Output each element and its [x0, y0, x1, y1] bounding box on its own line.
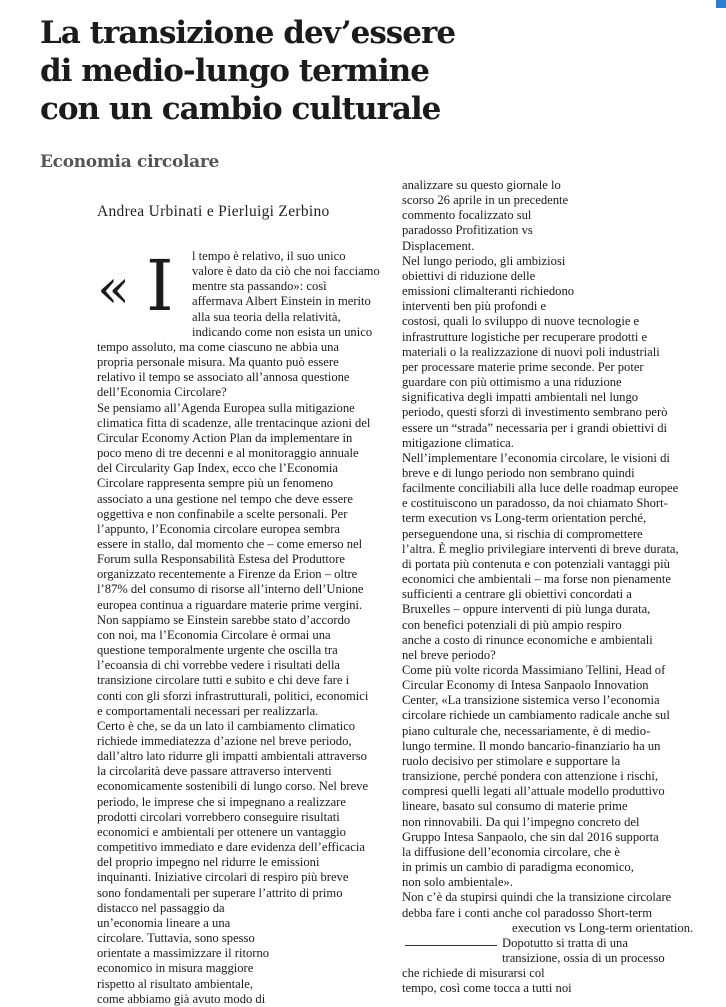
text-line: significativa degli impatti ambientali nel lungo	[402, 390, 639, 405]
text-line: l’ecoansia di chi vorrebbe vedere i risultati della	[97, 658, 341, 673]
headline-line-2: di medio-lungo termine	[40, 53, 429, 89]
text-line: orientate a massimizzare il ritorno	[97, 946, 270, 961]
text-line: dell’Economia Circolare?	[97, 385, 227, 400]
text-line: inquinanti. Iniziative circolari di respiro più breve	[97, 870, 349, 885]
text-line: per processare materie prime seconde. Per poter	[402, 359, 644, 374]
text-line: mitigazione climatica.	[402, 435, 514, 450]
text-line: valore è dato da ciò che noi facciamo	[192, 264, 380, 279]
text-line: economici e ambientali per ottenere un vantaggio	[97, 824, 346, 839]
text-line: emissioni climalteranti richiedono	[402, 284, 575, 299]
text-line: dall’altro lato ridurre gli impatti ambientali attraverso	[97, 749, 367, 764]
text-line: Displacement.	[402, 238, 475, 253]
text-line: affermava Albert Einstein in merito	[192, 294, 371, 309]
text-line: del Circularity Gap Index, ecco che l’Economia	[97, 461, 338, 476]
text-line: infrastrutture logistiche per recuperare prodotti e	[402, 329, 648, 344]
text-line: oggettiva e non confinabile a scelte personali. Per	[97, 506, 348, 521]
text-line: non solo ambientale».	[402, 875, 513, 890]
text-line: poco meno di tre decenni e al monitoraggio annuale	[97, 446, 359, 461]
text-line: un’economia lineare a una	[97, 915, 231, 930]
text-line: ruolo decisivo per stimolare e supportare la	[402, 753, 621, 768]
text-line: Se pensiamo all’Agenda Europea sulla mitigazione	[97, 400, 355, 415]
text-line: Dopotutto si tratta di una	[502, 935, 628, 950]
text-line: l’altra. È meglio privilegiare interventi di breve durata,	[402, 541, 679, 556]
text-line: mentre sta passando»: così	[192, 279, 327, 294]
text-line: periodo, questi sforzi di investimento sembrano però	[402, 405, 668, 420]
text-line: circolare richiede un cambiamento radicale anche sul	[402, 708, 670, 723]
text-line: compresi quelli legati all’attuale modello produttivo	[402, 784, 665, 799]
headline-line-3: con un cambio culturale	[40, 91, 441, 127]
text-line: la diffusione dell’economia circolare, che è	[402, 844, 620, 859]
text-line: circolare. Tuttavia, sono spesso	[97, 931, 255, 946]
text-line: climatica fitta di scadenze, alle trentacinque azioni del	[97, 415, 371, 430]
text-line: Circular Economy Action Plan da implementare in	[97, 430, 353, 445]
text-line: l’appunto, l’Economia circolare europea sembra	[97, 521, 341, 536]
text-line: Circular Economy di Intesa Sanpaolo Innovation	[402, 678, 649, 693]
right-column	[402, 178, 707, 996]
text-line: economico in misura maggiore	[97, 961, 254, 976]
byline: Andrea Urbinati e Pierluigi Zerbino	[97, 203, 330, 220]
text-line: essere un “strada” necessaria per i grandi obiettivi di	[402, 420, 668, 435]
text-line: e comportamentali necessari per realizzarla.	[97, 703, 319, 718]
text-line: costosi, quali lo sviluppo di nuove tecnologie e	[402, 314, 640, 329]
text-line: come abbiamo già avuto modo di	[97, 991, 266, 1006]
text-line: economicamente sostenibili di lungo corso. Nel breve	[97, 779, 369, 794]
text-line: non rinnovabili. Da qui l’impegno concreto del	[402, 814, 640, 829]
headline	[40, 14, 455, 128]
text-line: execution vs Long-term orientation.	[512, 920, 694, 935]
text-line: analizzare su questo giornale lo	[402, 178, 561, 192]
text-line: Circolare rappresenta sempre più un fenomeno	[97, 476, 334, 491]
text-line: e costituiscono un paradosso, da noi chiamato Short-	[402, 496, 668, 511]
text-line: richiede immediatezza d’azione nel breve periodo,	[97, 734, 352, 748]
text-line: materiali o la realizzazione di nuovi poli industriali	[402, 344, 660, 359]
text-line: Nell’implementare l’economia circolare, le visioni di	[402, 450, 670, 465]
drop-cap: I	[146, 245, 174, 327]
text-line: interventi ben più profondi e	[402, 299, 547, 314]
text-line: prodotti circolari vorrebbero conseguire risultati	[97, 809, 340, 824]
text-line: indicando come non esista un unico	[192, 324, 373, 339]
text-line: con benefici potenziali di più ampio respiro	[402, 617, 622, 632]
text-line: relativo il tempo se associato all’annosa questione	[97, 370, 350, 385]
text-line: Center, «La transizione sistemica verso l’economia	[402, 693, 660, 708]
text-line: breve e di lungo periodo non sembrano quindi	[402, 465, 635, 480]
text-line: di portata più contenuta e con potenziali vantaggi più	[402, 556, 670, 571]
text-line: Non c’è da stupirsi quindi che la transizione circolare	[402, 890, 672, 905]
text-line: scorso 26 aprile in un precedente	[402, 193, 569, 208]
text-line: sufficienti a centrare gli obiettivi concordati a	[402, 587, 632, 602]
text-line: facilmente conciliabili alla luce delle roadmap europee	[402, 481, 679, 496]
text-line: con noi, ma l’Economia Circolare è ormai una	[97, 627, 331, 642]
text-line: del proprio impegno nel ridurre le emissioni	[97, 855, 320, 870]
text-line: Certo è che, se da un lato il cambiamento climatico	[97, 718, 356, 733]
text-line: Bruxelles – oppure interventi di più lunga durata,	[402, 602, 651, 617]
text-line: piano culturale che, necessariamente, è di medio-	[402, 723, 651, 738]
text-line: rispetto al risultato ambientale,	[97, 976, 253, 991]
section-kicker: Economia circolare	[40, 152, 220, 172]
text-line: economici che ambientali – ma forse non pienamente	[402, 572, 671, 587]
text-line: che richiede di misurarsi col	[402, 966, 545, 981]
left-column	[97, 245, 393, 1007]
text-line: obiettivi di riduzione delle	[402, 268, 536, 283]
text-line: organizzato recentemente a Firenze da Erion – oltre	[97, 567, 358, 582]
column-end-rule	[405, 945, 497, 946]
headline-line-1: La transizione dev’essere	[40, 15, 456, 51]
text-line: transizione circolare tutti e subito e chi deve fare i	[97, 673, 350, 688]
text-line: Forum sulla Responsabilità Estesa del Produttore	[97, 552, 345, 567]
text-line: Non sappiamo se Einstein sarebbe stato d’accordo	[97, 612, 351, 627]
text-line: la circolarità deve passare attraverso interventi	[97, 764, 332, 779]
text-line: in primis un cambio di paradigma economico,	[402, 860, 634, 875]
text-line: transizione, perché pondera con attenzione i rischi,	[402, 769, 658, 784]
text-line: commento focalizzato sul	[402, 208, 532, 223]
text-line: sono fondamentali per superare l’attrito di primo	[97, 885, 343, 900]
text-line: guardare con più ottimismo a una riduzione	[402, 375, 622, 390]
text-line: competitivo immediato e dare evidenza dell’efficacia	[97, 840, 365, 855]
opening-quote-mark: «	[97, 257, 125, 320]
text-line: alla sua teoria della relatività,	[192, 309, 341, 324]
text-line: term execution vs Long-term orientation perché,	[402, 511, 647, 526]
text-line: l’87% del consumo di risorse all’interno dell’Unione	[97, 582, 364, 597]
text-line: Come più volte ricorda Massimiano Tellini, Head of	[402, 663, 666, 677]
text-line: debba fare i conti anche col paradosso Short-term	[402, 905, 653, 920]
text-line: europea continua a riguardare materie prime vergini.	[97, 597, 363, 612]
text-line: Nel lungo periodo, gli ambiziosi	[402, 253, 566, 268]
corner-marker	[716, 0, 726, 8]
text-line: questione temporalmente urgente che oscilla tra	[97, 643, 338, 658]
text-line: anche a costo di rinunce economiche e ambientali	[402, 632, 653, 647]
text-line: propria personale misura. Ma quanto può essere	[97, 355, 339, 370]
text-line: paradosso Profitization vs	[402, 223, 533, 238]
text-line: distacco nel passaggio da	[97, 900, 225, 915]
text-line: lungo termine. Il mondo bancario-finanziario ha un	[402, 738, 661, 753]
text-line: nel breve periodo?	[402, 647, 496, 662]
text-line: l tempo è relativo, il suo unico	[192, 249, 346, 263]
text-line: Gruppo Intesa Sanpaolo, che sin dal 2016 supporta	[402, 829, 659, 844]
text-line: associato a una gestione nel tempo che deve essere	[97, 491, 353, 506]
text-line: conti con gli sforzi infrastrutturali, politici, economici	[97, 688, 369, 703]
text-line: lineare, basato sul consumo di materie prime	[402, 799, 628, 814]
text-line: essere in stallo, dal momento che – come emerso nel	[97, 536, 363, 551]
text-line: periodo, le imprese che si impegnano a realizzare	[97, 794, 346, 809]
text-line: perseguendone una, si rischia di compromettere	[402, 526, 643, 541]
text-line: transizione, ossia di un processo	[502, 950, 665, 965]
text-line: tempo, così come tocca a tutti noi	[402, 981, 572, 996]
text-line: tempo assoluto, ma come ciascuno ne abbia una	[97, 339, 340, 354]
